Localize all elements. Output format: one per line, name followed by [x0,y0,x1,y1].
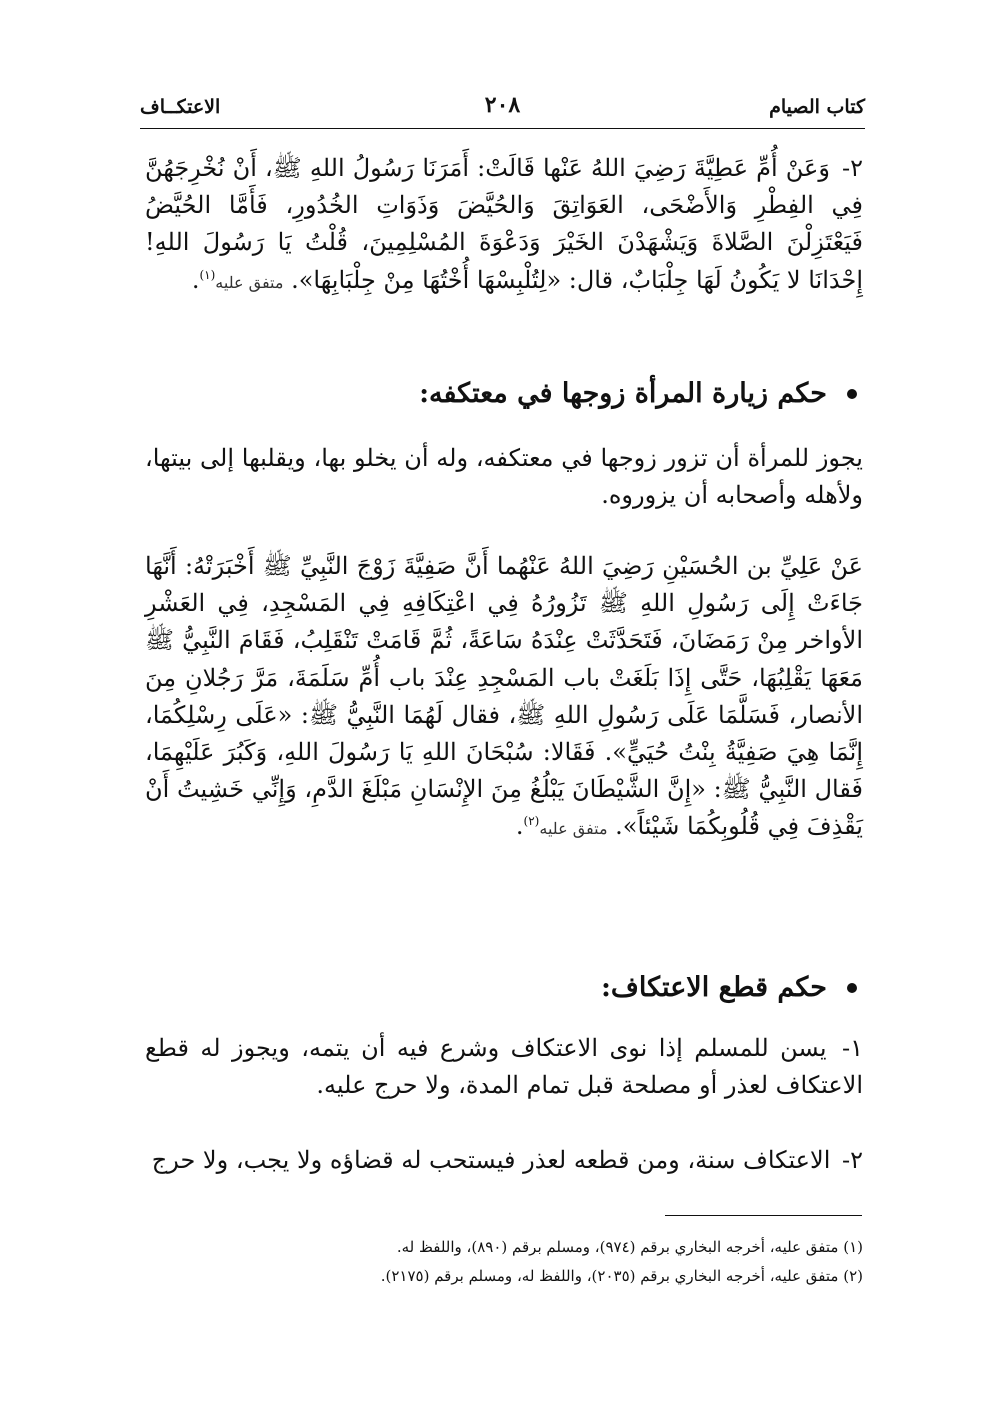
header-book-title: كتاب الصيام [769,96,865,118]
footnote-ref-2[interactable]: (٢) [523,814,540,829]
list-item-text: الاعتكاف سنة، ومن قطعه لعذر فيستحب له قضاؤه ولا يجب، ولا حرج [151,1146,831,1174]
page-number: ٢٠٨ [484,92,521,118]
bullet-icon [847,983,857,993]
footnote-divider [665,1215,862,1216]
list-item-1 [145,1030,863,1104]
footnotes [145,1233,863,1290]
item-number: ٢- [841,154,863,182]
hadith-text: عَنْ عَلِيِّ بن الحُسَيْنِ رَضِيَ اللهُ عَنْهُما أَنَّ صَفِيَّةَ زَوْجَ النَّبِيِّ ﷺ أَخْبَرَتْهُ: أَنَّهَا جَاءَتْ إِلَى رَسُولِ اللهِ ﷺ تَزُورُهُ فِي اعْتِكَافِهِ فِي المَسْجِدِ، فِي العَشْرِ الأواخر مِنْ رَمَضَانَ، فَتَحَدَّثَتْ عِنْدَهُ سَاعَةً، ثُمَّ قَامَتْ تَنْقَلِبُ، فَقَامَ النَّبِيُّ ﷺ مَعَهَا يَقْلِبُهَا، حَتَّى إِذَا بَلَغَتْ باب المَسْجِدِ عِنْدَ باب أُمِّ سَلَمَةَ، مَرَّ رَجُلانِ مِنَ الأنصار، فَسَلَّمَا عَلَى رَسُولِ اللهِ ﷺ، فقال لَهُمَا النَّبِيُّ ﷺ: «عَلَى رِسْلِكُمَا، إِنَّمَا هِيَ صَفِيَّةُ بِنْتُ حُيَيٍّ». فَقَالا: سُبْحَانَ اللهِ يَا رَسُولَ اللهِ، وَكَبُرَ عَلَيْهِمَا، فَقال النَّبِيُّ ﷺ: «إِنَّ الشَّيْطَانَ يَبْلُغُ مِنَ الإِنْسَانِ مَبْلَغَ الدَّمِ، وَإِنِّي خَشِيتُ أَنْ يَقْذِفَ فِي قُلُوبِكُمَا شَيْئاً». [145,552,863,841]
header-divider [140,128,865,129]
paragraph-visit-ruling: يجوز للمرأة أن تزور زوجها في معتكفه، وله أن يخلو بها، ويقلبها إلى بيتها، ولأهله وأصحابه أن يزوروه. [145,444,863,510]
section-heading-text: حكم قطع الاعتكاف: [600,972,827,1003]
hadith-paragraph-1: ٢- وَعَنْ أُمِّ عَطِيَّةَ رَضِيَ اللهُ عَنْها قَالَتْ: أَمَرَنَا رَسُولُ اللهِ ﷺ، أَنْ نُخْرِجَهُنَّ فِي الفِطْرِ وَالأَضْحَى، العَوَاتِقَ وَالحُيَّضَ وَذَوَاتِ الخُدُورِ، فَأَمَّا الحُيَّضُ فَيَعْتَزِلْنَ الصَّلاةَ وَيَشْهَدْنَ الخَيْرَ وَدَعْوَةَ المُسْلِمِينَ، قُلْتُ يَا رَسُولَ اللهِ! إِحْدَانَا لا يَكُونُ لَهَا جِلْبَابٌ، قال: «لِتُلْبِسْهَا أُخْتُهَا مِنْ جِلْبَابِهَا». متفق عليه$^{(١)}$. [145,154,863,294]
list-item-text: يسن للمسلم إذا نوى الاعتكاف وشرع فيه أن يتمه، ويجوز له قطع الاعتكاف لعذر أو مصلحة قبل تمام المدة، ولا حرج عليه. [145,1034,863,1100]
item-number: ٢- [842,1146,863,1174]
hadith-paragraph-2: عَنْ عَلِيِّ بن الحُسَيْنِ رَضِيَ اللهُ عَنْهُما أَنَّ صَفِيَّةَ زَوْجَ النَّبِيِّ ﷺ أَخْبَرَتْهُ: أَنَّهَا جَاءَتْ إِلَى رَسُولِ اللهِ ﷺ تَزُورُهُ فِي اعْتِكَافِهِ فِي المَسْجِدِ، فِي العَشْرِ الأواخر مِنْ رَمَضَانَ، فَتَحَدَّثَتْ عِنْدَهُ سَاعَةً، ثُمَّ قَامَتْ تَنْقَلِبُ، فَقَامَ النَّبِيُّ ﷺ مَعَهَا يَقْلِبُهَا، حَتَّى إِذَا بَلَغَتْ باب المَسْجِدِ عِنْدَ باب أُمِّ سَلَمَةَ، مَرَّ رَجُلانِ مِنَ الأنصار، فَسَلَّمَا عَلَى رَسُولِ اللهِ ﷺ، فقال لَهُمَا النَّبِيُّ ﷺ: «عَلَى رِسْلِكُمَا، إِنَّمَا هِيَ صَفِيَّةُ بِنْتُ حُيَيٍّ». فَقَالا: سُبْحَانَ اللهِ يَا رَسُولَ اللهِ، وَكَبُرَ عَلَيْهِمَا، فَقال النَّبِيُّ ﷺ: «إِنَّ الشَّيْطَانَ يَبْلُغُ مِنَ الإِنْسَانِ مَبْلَغَ الدَّمِ، وَإِنِّي خَشِيتُ أَنْ يَقْذِفَ فِي قُلُوبِكُمَا شَيْئاً». متفق عليه$^{(٢)}$. [145,552,863,841]
section-heading-visit [145,378,863,409]
page-header [140,92,865,126]
hadith-source: متفق عليه [539,819,608,839]
section-heading-cut [145,972,863,1003]
footnote-2: (٢) متفق عليه، أخرجه البخاري برقم (٢٠٣٥)، واللفظ له، ومسلم برقم (٢١٧٥). [380,1266,863,1285]
footnote-ref-1[interactable]: (١) [199,267,216,282]
item-number: ١- [842,1034,863,1062]
bullet-icon [847,389,857,399]
footnote-1: (١) متفق عليه، أخرجه البخاري برقم (٩٧٤)، ومسلم برقم (٨٩٠)، واللفظ له. [396,1238,863,1256]
list-item-2 [145,1142,863,1179]
hadith-source: متفق عليه [215,272,284,292]
header-chapter-title: الاعتكــاف [140,96,221,118]
section-heading-text: حكم زيارة المرأة زوجها في معتكفه: [419,378,827,409]
hadith-text: وَعَنْ أُمِّ عَطِيَّةَ رَضِيَ اللهُ عَنْها قَالَتْ: أَمَرَنَا رَسُولُ اللهِ ﷺ، أَنْ نُخْرِجَهُنَّ فِي الفِطْرِ وَالأَضْحَى، العَوَاتِقَ وَالحُيَّضَ وَذَوَاتِ الخُدُورِ، فَأَمَّا الحُيَّضُ فَيَعْتَزِلْنَ الصَّلاةَ وَيَشْهَدْنَ الخَيْرَ وَدَعْوَةَ المُسْلِمِينَ، قُلْتُ يَا رَسُولَ اللهِ! إِحْدَانَا لا يَكُونُ لَهَا جِلْبَابٌ، قال: «لِتُلْبِسْهَا أُخْتُهَا مِنْ جِلْبَابِهَا». [145,154,863,294]
